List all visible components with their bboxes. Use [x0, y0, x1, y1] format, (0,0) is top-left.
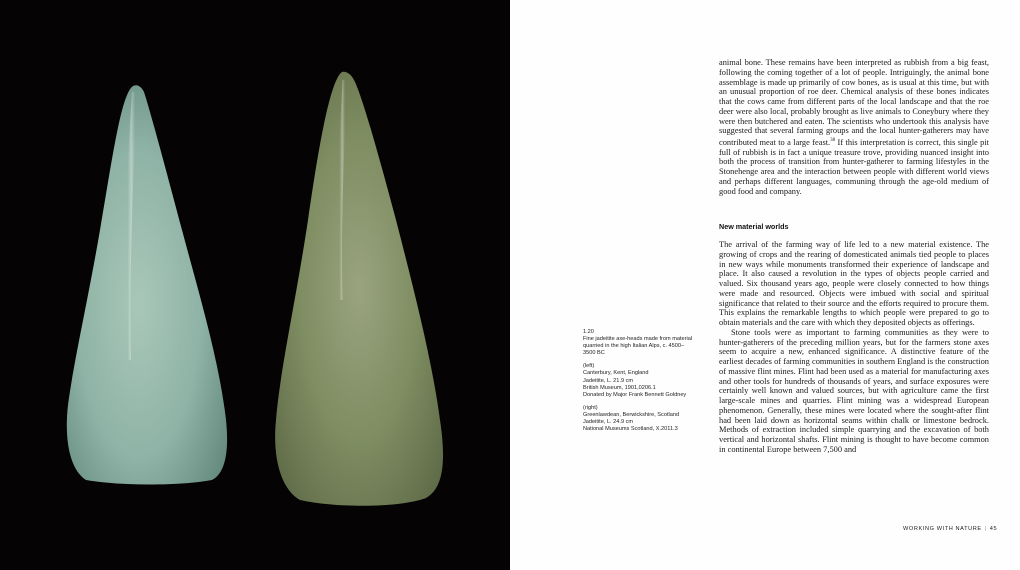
- body-paragraph-1: [719, 58, 989, 196]
- caption-title: Fine jadeitite axe-heads made from material quarried in the high Italian Alps, c. 4500–3500 BC: [583, 336, 693, 357]
- caption-left-line: Canterbury, Kent, England: [583, 370, 649, 377]
- body-paragraph-3: Stone tools were as important to farming communities as they were to hunter-gatherers of the preceding million years, but for the farmers stone axes seem to acquire a new, enhanced significance. A distinctive feature of the earliest decades of farming communities in southern England is the construction of massive flint mines. Flint had been used as a material for manufacturing axes and other tools for hundreds of thousands of years, and surface exposures were certainly well known and valued sources, but with agriculture came the first large-scale mines and quarries. Flint mining was a widespread European phenomenon. Generally, these mines were located where the sought-after flint had been laid down as horizontal seams within chalk or limestone bedrock. Methods of extraction included simple quarrying and the excavation of both vertical and horizontal shafts. Flint mining is thought to have become common in continental Europe between 7,500 and: [719, 327, 989, 454]
- section-heading: New material worlds: [719, 222, 789, 231]
- axe-head-right: [275, 72, 443, 506]
- caption-left-line: Jadeitite, L. 21.9 cm: [583, 377, 634, 384]
- caption-left-line: Donated by Major Frank Bennett Goldney: [583, 391, 687, 398]
- page-number: 45: [989, 526, 998, 532]
- caption-left-label: (left): [583, 363, 595, 370]
- figure-caption: [583, 329, 693, 433]
- caption-right-line: Greenlawdean, Berwickshire, Scotland: [583, 411, 680, 418]
- paragraph-text: If this interpretation is correct, this single pit full of rubbish is in fact a unique treasure trove, providing nuanced insight into both the process of transition from hunter-gatherer to farming lifestyles in the Stonehenge area and the interaction between people with different world views and perhaps different languages, communing through the age-old medium of good food and company.: [719, 137, 989, 196]
- paragraph-text: animal bone. These remains have been interpreted as rubbish from a big feast, following the coming together of a lot of people. Intriguingly, the animal bone assemblage is made up primarily of cow bones, as is usual at this time, but with an unusual proportion of roe deer. Chemical analysis of these bones indicates that the cows came from different parts of the local landscape and that the roe deer were also local, probably brought as live animals to Coneybury where they were then butchered and eaten. The scientists who undertook this analysis have suggested that several farming groups and the local hunter-gatherers may have contributed meat to a large feast.: [719, 58, 989, 147]
- footnote-marker: 38: [830, 138, 836, 143]
- body-paragraph-2: The arrival of the farming way of life led to a new material existence. The growing of crops and the rearing of domesticated animals tied people to places in new ways while monuments transformed their experience of landscape and place. It also caused a revolution in the types of objects people carried and valued. Six thousand years ago, people were closely connected to how things were made and resourced. Objects were imbued with social and spiritual significance that related to their source and the efforts required to procure them. This explains the remarkable lengths to which people were prepared to go to obtain materials and the care with which they deposited objects as offerings.: [719, 240, 989, 327]
- running-footer: WORKING WITH NATURE | 45: [903, 526, 998, 532]
- figure-number: 1.20: [583, 329, 594, 335]
- caption-right-label: (right): [583, 404, 598, 411]
- caption-right-line: National Museums Scotland, X.2011.3: [583, 426, 678, 433]
- running-head: WORKING WITH NATURE: [903, 526, 982, 532]
- caption-right-line: Jadeitite, L. 24.9 cm: [583, 419, 634, 426]
- body-paragraphs: [719, 240, 989, 455]
- axe-head-left: [67, 85, 227, 484]
- caption-left-line: British Museum, 1901,0206.1: [583, 384, 656, 391]
